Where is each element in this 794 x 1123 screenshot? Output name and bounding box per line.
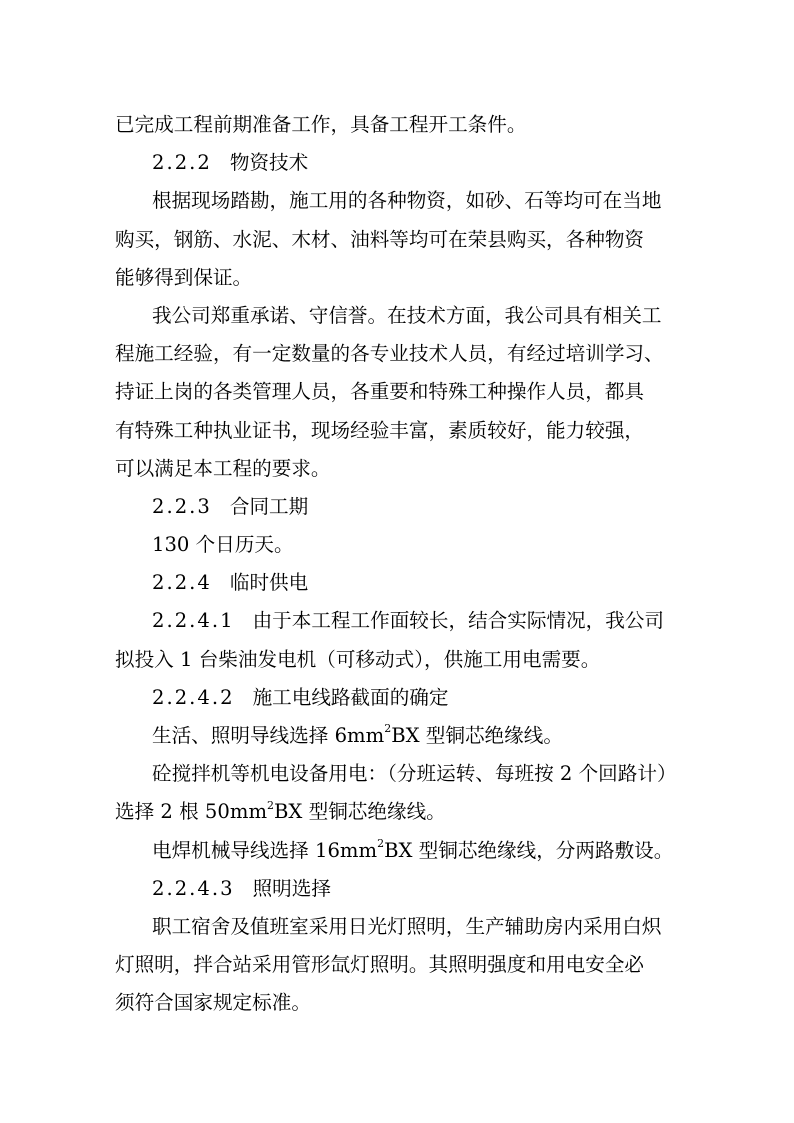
paragraph-line: 可以满足本工程的要求。	[115, 456, 331, 480]
paragraph-line	[115, 793, 693, 831]
paragraph-line: 根据现场踏勘，施工用的各种物资，如砂、石等均可在当地	[152, 189, 662, 213]
intro-line: 已完成工程前期准备工作，具备工程开工条件。	[115, 113, 527, 136]
paragraph-line: 有特殊工种执业证书，现场经验丰富，素质较好，能力较强，	[115, 418, 645, 442]
paragraph-line: 程施工经验，有一定数量的各专业技术人员，有经过培训学习、	[115, 342, 664, 366]
superscript: 2	[267, 798, 275, 812]
paragraph-line: 砼搅拌机等机电设备用电：（分班运转、每班按 2 个回路计）	[152, 762, 677, 786]
paragraph-line: 拟投入 1 台柴油发电机（可移动式），供施工用电需要。	[115, 647, 601, 671]
section-number: 2.2.4	[152, 571, 212, 595]
heading-2-2-3	[115, 488, 693, 526]
heading-2-2-4-2	[115, 679, 693, 717]
paragraph-line	[115, 717, 693, 755]
text-segment: BX 型铜芯绝缘线。	[391, 724, 563, 747]
heading-2-2-4-3	[115, 870, 693, 908]
section-title: 临时供电	[229, 571, 309, 595]
paragraph-line: 我公司郑重承诺、守信誉。在技术方面，我公司具有相关工	[152, 303, 662, 327]
heading-2-2-4-1	[115, 602, 693, 640]
text-segment: BX 型铜芯绝缘线。	[274, 800, 446, 824]
paragraph-line: 职工宿舍及值班室采用日光灯照明，生产辅助房内采用白炽	[152, 914, 662, 938]
section-number: 2.2.3	[152, 494, 212, 518]
section-number: 2.2.4.2	[152, 685, 235, 709]
paragraph-line: 购买，钢筋、水泥、木材、油料等均可在荣县购买，各种物资	[115, 227, 645, 251]
text-segment: BX 型铜芯绝缘线，分两路敷设。	[384, 838, 674, 862]
heading-2-2-4	[115, 564, 693, 602]
document-page	[115, 106, 693, 1023]
section-number: 2.2.2	[152, 151, 212, 175]
heading-2-2-2	[115, 144, 693, 182]
section-number: 2.2.4.3	[152, 876, 235, 900]
section-title: 施工电线路截面的确定	[252, 685, 449, 709]
paragraph-line: 灯照明，拌合站采用管形氙灯照明。其照明强度和用电安全必	[115, 953, 645, 977]
section-title: 照明选择	[252, 876, 331, 900]
paragraph-line: 持证上岗的各类管理人员，各重要和特殊工种操作人员，都具	[115, 380, 645, 404]
superscript: 2	[384, 722, 392, 736]
paragraph-line	[115, 832, 693, 870]
text-segment: 电焊机械导线选择 16mm	[152, 838, 378, 862]
section-number: 2.2.4.1	[152, 609, 235, 633]
text-segment: 生活、照明导线选择 6mm	[152, 724, 385, 747]
text-segment: 选择 2 根 50mm	[115, 800, 268, 824]
paragraph-line: 能够得到保证。	[115, 265, 253, 289]
section-title: 合同工期	[229, 494, 309, 518]
section-title: 物资技术	[229, 151, 309, 175]
superscript: 2	[377, 837, 385, 851]
paragraph-line: 130 个日历天。	[152, 533, 294, 557]
paragraph-line: 须符合国家规定标准。	[115, 991, 311, 1015]
paragraph-text: 由于本工程工作面较长，结合实际情况，我公司	[252, 609, 665, 633]
